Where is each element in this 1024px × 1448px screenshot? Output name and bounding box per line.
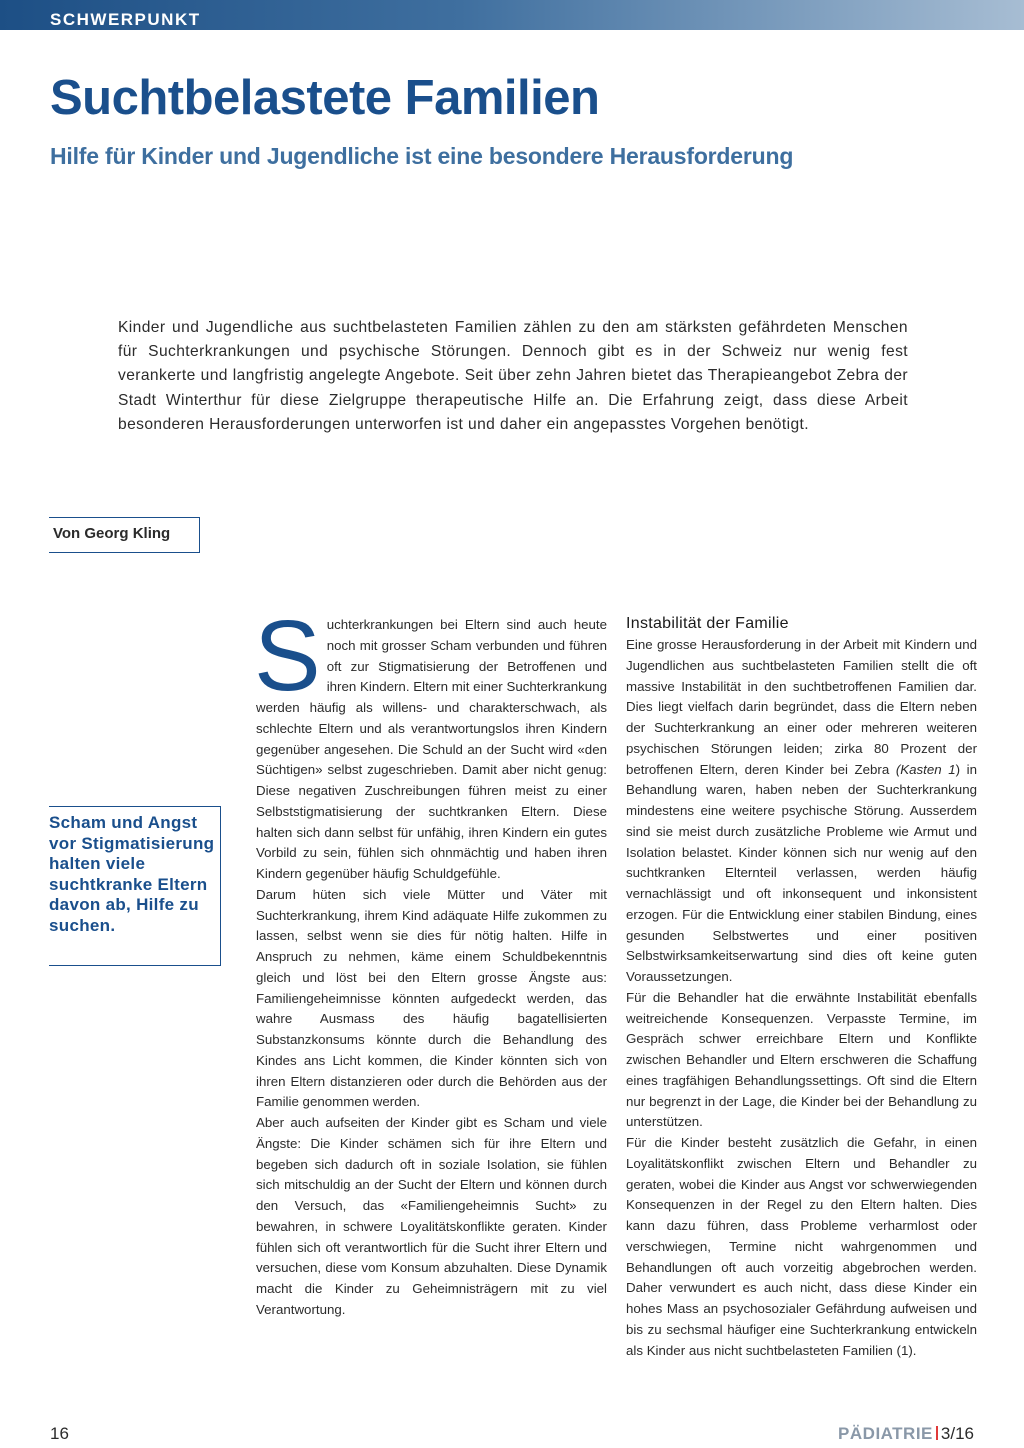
body-paragraph	[254, 600, 607, 885]
body-paragraph: Aber auch aufseiten der Kinder gibt es Scham und viele Ängste: Die Kinder schämen sich für ihre Eltern und begeben sich dadurch oft in soziale Isolation, sie fühlen sich mitschuldig an der Sucht der Eltern und können durch den Versuch, das «Familiengeheimnis Sucht» zu bewahren, in schwere Loyalitätskonflikte geraten. Kinder fühlen sich oft verantwortlich für die Sucht ihrer Eltern und versuchen, diese vom Konsum abzuhalten. Diese Dynamik macht die Kinder zu Geheimnisträgern mit zu viel Verantwortung.	[256, 1115, 607, 1317]
logo-divider	[936, 1426, 938, 1440]
author-box	[49, 517, 200, 553]
pull-quote-text: Scham und Angst vor Stigmatisierung halten viele suchtkranke Eltern davon ab, Hilfe zu suchen.	[49, 813, 215, 935]
section-heading: Instabilität der Familie	[626, 615, 789, 632]
body-paragraph: Für die Behandler hat die erwähnte Instabilität ebenfalls weitreichende Konsequenzen. Verpasste Termine, im Gespräch schwer erreichbare Eltern und Konflikte zwischen Behandler und Eltern erschweren die Schaffung eines tragfähigen Behandlungssettings. Oft sind die Eltern nur begrenzt in der Lage, die Kinder bei der Behandlung zu unterstützen.	[626, 989, 977, 1130]
body-text: ) in Behandlung waren, haben neben der Suchterkrankung mindestens eine weitere psychische Störung. Ausserdem sind sie meist durch zusätzliche Probleme wie Armut und Isolation belastet. Kinder können sich nur wenig auf den suchtkranken Elternteil verlassen, werden häufig vernachlässigt und oft inkonsequent und inkonsistent erzogen. Für die Entwicklung einer stabilen Bindung, eines gesunden Selbstwertes und einer positiven Selbstwirksamkeitserwartung sind dies oft keine guten Voraussetzungen.	[626, 761, 977, 984]
box-reference: (Kasten 1	[895, 761, 956, 777]
body-paragraph: Darum hüten sich viele Mütter und Väter mit Suchterkrankung, ihrem Kind adäquate Hilfe zukommen zu lassen, selbst wenn sie dies für nötig halten. Hilfe in Anspruch zu nehmen, käme einem Schuldbekenntnis gleich und löst bei den Eltern grosse Ängste aus: Familiengeheimnisse könnten aufgedeckt werden, das wahre Ausmass des häufig bagatellisierten Substanzkonsums könnte durch die Behandlung des Kindes ans Licht kommen, die Kinder könnten sich von ihren Eltern distanzieren oder durch die Behörden aus der Familie genommen werden.	[256, 886, 607, 1110]
drop-cap: S	[254, 600, 321, 712]
body-text: Eine grosse Herausforderung in der Arbeit mit Kindern und Jugendlichen aus suchtbelasteten Familien stellt die oft massive Instabilität in den suchtbetroffenen Familien dar. Dies liegt vielfach darin begründet, dass die Eltern neben der Suchterkrankung an einer oder mehreren weiteren psychischen Störungen leiden; zirka 80 Prozent der betroffenen Eltern, deren Kinder bei Zebra	[626, 637, 977, 777]
lead-paragraph: Kinder und Jugendliche aus suchtbelasteten Familien zählen zu den am stärksten gefährdeten Menschen für Suchterkrankungen und psychische Störungen. Dennoch gibt es in der Schweiz nur wenig fest verankerte und langfristig angelegte Angebote. Seit über zehn Jahren bietet das Therapieangebot Zebra der Stadt Winterthur für diese Zielgruppe therapeutische Hilfe an. Die Erfahrung zeigt, dass diese Arbeit besonderen Herausforderungen unterworfen ist und daher ein angepasstes Vorgehen benötigt.	[118, 319, 908, 433]
page-number: 16	[50, 1424, 69, 1443]
section-label: SCHWERPUNKT	[50, 10, 201, 29]
body-paragraph: Für die Kinder besteht zusätzlich die Gefahr, in einen Loyalitätskonflikt zwischen Eltern und Behandler zu geraten, wobei die Kinder aus Angst vor schwerwiegenden Konsequenzen in der Regel zu den Eltern halten. Dies kann dazu führen, dass Probleme verharmlost oder verschwiegen, Termine nicht wahrgenommen und Behandlungen oft auch vorzeitig abgebrochen werden. Daher verwundert es auch nicht, dass diese Kinder ein hohes Mass an psychosozialer Gefährdung aufweisen und bis zu sechsmal häufiger eine Suchterkrankung entwickeln als Kinder aus nicht suchtbelasteten Familien (1).	[626, 1135, 977, 1358]
issue-number: 3/16	[940, 1424, 974, 1443]
pull-quote	[49, 806, 221, 966]
article-title: Suchtbelastete Familien	[50, 71, 600, 125]
section-bar	[0, 0, 1024, 30]
body-paragraph-text: uchterkrankungen bei Eltern sind auch heute noch mit grosser Scham verbunden und führen oft zur Stigmatisierung der Betroffenen und ihren Kindern. Eltern mit einer Suchterkrankung werden häufig als willens- und charakterschwach, als schlechte Eltern und als verantwortungslos ihren Kindern gegenüber angesehen. Die Schuld an der Sucht wird «den Süchtigen» selbst zugeschrieben. Damit aber nicht genug: Diese negativen Zuschreibungen führen meist zu einer Selbststigmatisierung der suchtkranken Eltern. Diese halten sich dann selbst für unfähig, ihren Kindern ein gutes Vorbild zu sein, fühlen sich ohnmächtig und haben ihren Kindern gegenüber häufig Schuldgefühle.	[256, 617, 607, 881]
article-column-2	[626, 613, 977, 1361]
author-byline: Von Georg Kling	[53, 525, 171, 542]
article-column-1	[254, 600, 607, 1321]
body-paragraph	[626, 635, 977, 988]
article-subtitle: Hilfe für Kinder und Jugendliche ist eine besondere Herausforderung	[50, 143, 794, 169]
magazine-logo: PÄDIATRIE	[838, 1424, 933, 1443]
magazine-footer	[838, 1423, 974, 1445]
